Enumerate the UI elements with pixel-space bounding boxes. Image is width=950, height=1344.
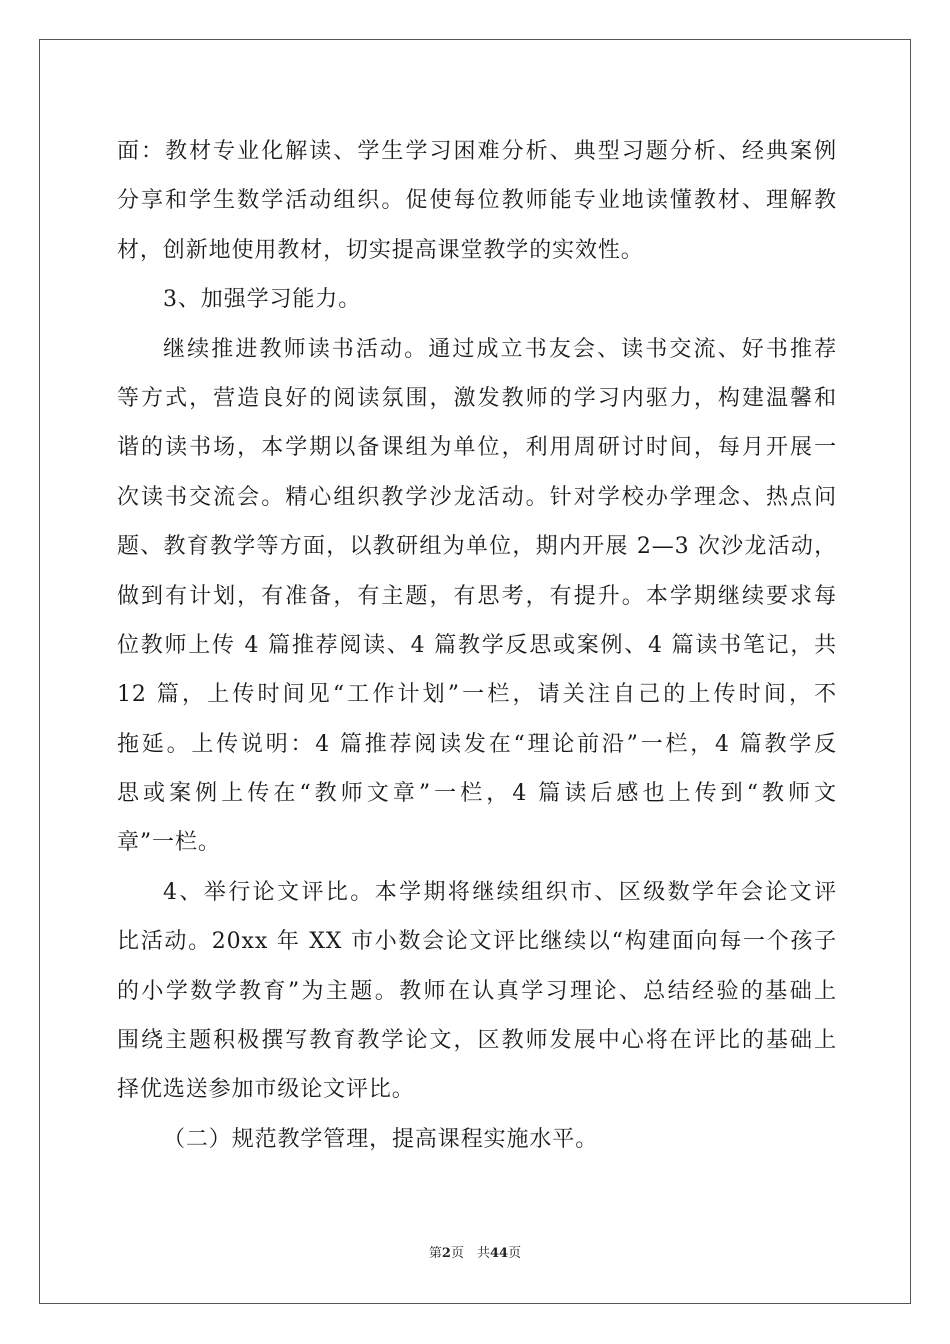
page-footer [0, 1242, 950, 1261]
footer-suffix: 页 [508, 1246, 522, 1261]
text-line: 思或案例上传在“教师文章”一栏，4 篇读后感也上传到“教师文 [117, 781, 837, 807]
text-line: 等方式，营造良好的阅读氛围，激发教师的学习内驱力，构建温馨和 [117, 385, 837, 411]
text-line: 谐的读书场，本学期以备课组为单位，利用周研讨时间，每月开展一 [117, 435, 837, 461]
text-line: 次读书交流会。精心组织教学沙龙活动。针对学校办学理念、热点问 [117, 484, 837, 510]
text-line: 章”一栏。 [117, 830, 221, 856]
footer-prefix: 第 [428, 1246, 442, 1261]
section-heading: 3、加强学习能力。 [163, 287, 362, 313]
text-line: 比活动。20xx 年 XX 市小数会论文评比继续以“构建面向每一个孩子 [117, 929, 837, 955]
text-line: 位教师上传 4 篇推荐阅读、4 篇教学反思或案例、4 篇读书笔记，共 [117, 632, 837, 658]
text-line: 的小学数学教育”为主题。教师在认真学习理论、总结经验的基础上 [117, 978, 837, 1004]
text-line: 做到有计划，有准备，有主题，有思考，有提升。本学期继续要求每 [117, 583, 837, 609]
text-line: 拖延。上传说明：4 篇推荐阅读发在“理论前沿”一栏，4 篇教学反 [117, 731, 837, 757]
footer-middle: 页 共 [450, 1246, 490, 1261]
text-line: 围绕主题积极撰写教育教学论文，区教师发展中心将在评比的基础上 [117, 1028, 837, 1054]
text-line: 继续推进教师读书活动。通过成立书友会、读书交流、好书推荐 [163, 336, 837, 362]
text-line: 分享和学生数学活动组织。促使每位教师能专业地读懂教材、理解教 [117, 188, 837, 214]
total-page-count: 44 [489, 1246, 509, 1261]
text-line: 材，创新地使用教材，切实提高课堂教学的实效性。 [117, 237, 644, 263]
text-line: 面：教材专业化解读、学生学习困难分析、典型习题分析、经典案例 [117, 139, 837, 164]
text-line: 题、教育教学等方面，以教研组为单位，期内开展 2—3 次沙龙活动， [117, 534, 837, 560]
section-heading: （二）规范教学管理，提高课程实施水平。 [163, 1126, 599, 1152]
text-line: 择优选送参加市级论文评比。 [117, 1077, 415, 1103]
text-line: 12 篇，上传时间见“工作计划”一栏，请关注自己的上传时间，不 [117, 682, 837, 708]
current-page-number: 2 [441, 1246, 451, 1261]
text-line: 4、举行论文评比。本学期将继续组织市、区级数学年会论文评 [163, 879, 837, 905]
document-body [117, 127, 837, 1164]
